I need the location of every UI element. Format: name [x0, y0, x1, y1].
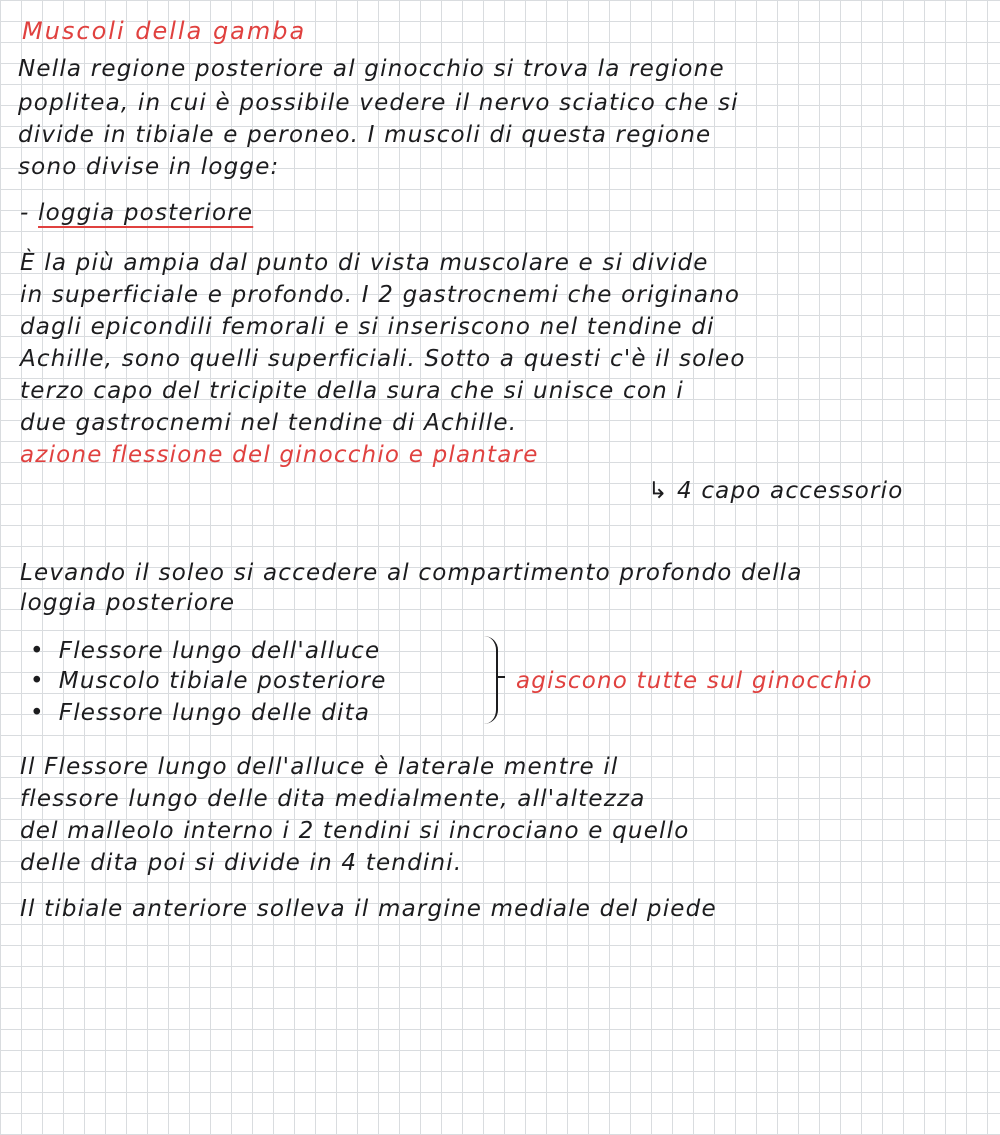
intro-line-2: poplitea, in cui è possibile vedere il nervo sciatico che si — [18, 90, 739, 116]
accessory-note: ↳ 4 capo accessorio — [648, 478, 904, 504]
body1-line-4: Achille, sono quelli superficiali. Sotto a questi c'è il soleo — [20, 346, 746, 372]
body2-line-1: Levando il soleo si accedere al compartimento profondo della — [20, 560, 803, 586]
action-line: azione flessione del ginocchio e plantare — [20, 442, 539, 468]
body1-line-3: dagli epicondili femorali e si inseriscono nel tendine di — [20, 314, 715, 340]
bullets-note: agiscono tutte sul ginocchio — [516, 668, 873, 694]
grouping-brace — [484, 636, 498, 724]
bullet-item-1: • Flessore lungo dell'alluce — [30, 636, 380, 666]
intro-line-3: divide in tibiale e peroneo. I muscoli di questa regione — [18, 122, 712, 148]
body3-line-2: flessore lungo delle dita medialmente, all'altezza — [20, 786, 646, 812]
body4-line-1: Il tibiale anteriore solleva il margine mediale del piede — [20, 896, 717, 922]
intro-line-1: Nella regione posteriore al ginocchio si trova la regione — [18, 56, 725, 82]
body1-line-6: due gastrocnemi nel tendine di Achille. — [20, 410, 518, 436]
body3-line-4: delle dita poi si divide in 4 tendini. — [20, 850, 463, 876]
intro-line-4: sono divise in logge: — [18, 154, 280, 180]
section-heading: loggia posteriore — [38, 200, 254, 226]
page-title: Muscoli della gamba — [22, 17, 307, 45]
body3-line-1: Il Flessore lungo dell'alluce è laterale mentre il — [20, 754, 619, 780]
body3-line-3: del malleolo interno i 2 tendini si incrociano e quello — [20, 818, 690, 844]
bullet-item-3: • Flessore lungo delle dita — [30, 698, 370, 728]
body2-line-2: loggia posteriore — [20, 590, 236, 616]
heading-dash: - — [20, 200, 39, 226]
section-heading-row — [20, 198, 253, 228]
bullet-item-2: • Muscolo tibiale posteriore — [30, 666, 387, 696]
body1-line-2: in superficiale e profondo. I 2 gastrocnemi che originano — [20, 282, 741, 308]
body1-line-5: terzo capo del tricipite della sura che si unisce con i — [20, 378, 684, 404]
body1-line-1: È la più ampia dal punto di vista muscolare e si divide — [20, 250, 709, 276]
